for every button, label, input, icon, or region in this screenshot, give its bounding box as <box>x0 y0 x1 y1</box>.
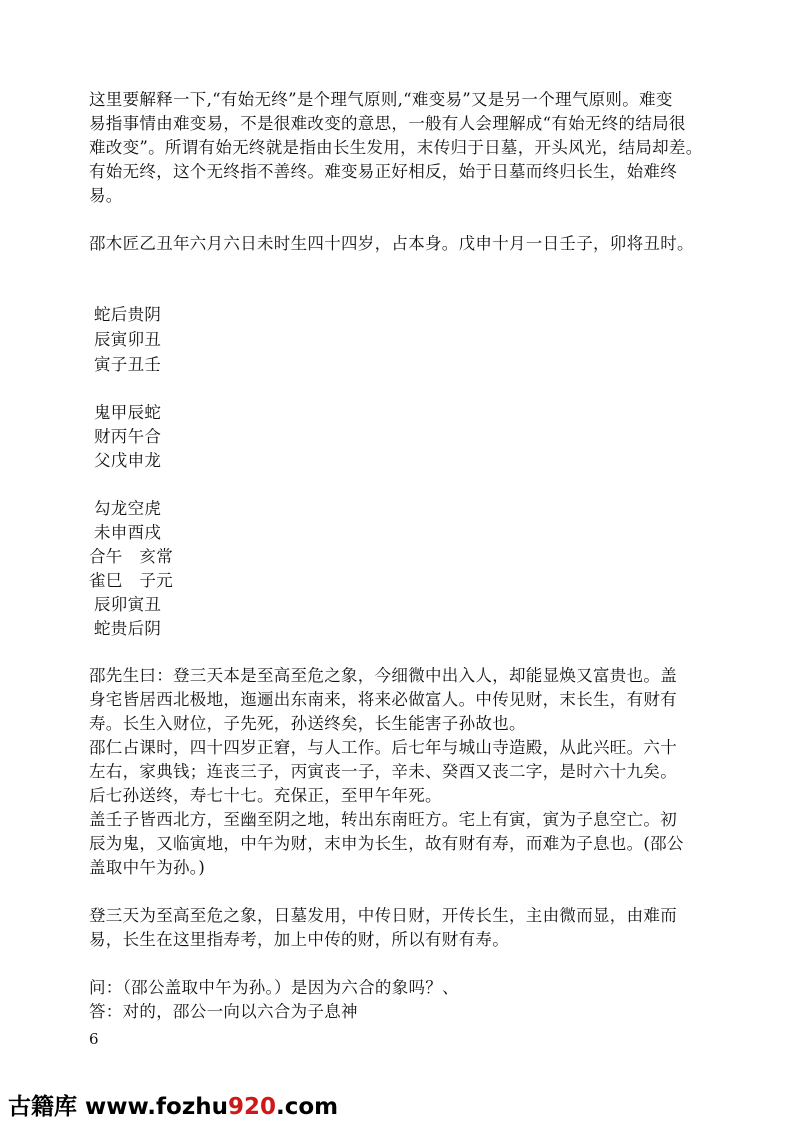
body-line: 后七孙送终，寿七十七。充保正，至甲午年死。 <box>89 786 442 805</box>
chart-line: 雀巳 子元 <box>89 571 173 590</box>
body-line: 易。 <box>89 186 123 205</box>
chart-line: 辰卯寅丑 <box>94 595 162 614</box>
chart-line: 合午 亥常 <box>89 547 173 566</box>
body-line: 邵木匠乙丑年六月六日未时生四十四岁，占本身。戊申十月一日壬子，卯将丑时。 <box>89 234 694 253</box>
site-name: 古籍库 <box>8 1094 77 1120</box>
body-line: 问：（邵公盖取中午为孙。）是因为六合的象吗？、 <box>89 978 459 997</box>
site-watermark <box>8 1088 338 1121</box>
body-line: 寿。长生入财位，子先死，孙送终矣，长生能害子孙故也。 <box>89 714 526 733</box>
url-suffix: .com <box>275 1094 339 1120</box>
body-line: 邵先生曰：登三天本是至高至危之象，今细微中出入人，却能显焕又富贵也。盖 <box>89 666 677 685</box>
body-line: 有始无终，这个无终指不善终。难变易正好相反，始于日墓而终归长生，始难终 <box>89 162 677 181</box>
chart-line: 蛇贵后阴 <box>94 619 162 638</box>
body-line: 答：对的，邵公一向以六合为子息神 <box>89 1002 358 1021</box>
chart-line: 寅子丑壬 <box>94 355 162 374</box>
chart-line: 勾龙空虎 <box>94 499 162 518</box>
body-line: 左右，家典钱；连丧三子，丙寅丧一子，辛未、癸酉又丧二字，是时六十九矣。 <box>89 762 677 781</box>
url-prefix: www.fozhu <box>85 1094 228 1120</box>
body-line: 登三天为至高至危之象，日墓发用，中传日财，开传长生，主由微而显，由难而 <box>89 906 677 925</box>
body-line: 易指事情由难变易，不是很难改变的意思，一般有人会理解成“有始无终的结局很 <box>89 114 686 133</box>
chart-line: 鬼甲辰蛇 <box>94 403 162 422</box>
body-line: 盖壬子皆西北方，至幽至阴之地，转出东南旺方。宅上有寅，寅为子息空亡。初 <box>89 810 677 829</box>
body-line: 盖取中午为孙。) <box>89 858 206 877</box>
chart-line: 未申酉戌 <box>94 523 162 542</box>
body-line: 辰为鬼，又临寅地，中午为财，末申为长生，故有财有寿，而难为子息也。(邵公 <box>89 834 684 853</box>
chart-line: 父戊申龙 <box>94 451 162 470</box>
chart-line: 财丙午合 <box>94 427 162 446</box>
body-line: 这里要解释一下,“有始无终”是个理气原则,“难变易”又是另一个理气原则。难变 <box>89 90 673 109</box>
page-number: 6 <box>89 1030 99 1048</box>
body-line: 易，长生在这里指寿考，加上中传的财，所以有财有寿。 <box>89 930 509 949</box>
url-number: 920 <box>227 1094 276 1120</box>
chart-line: 辰寅卯丑 <box>94 330 162 349</box>
chart-line: 蛇后贵阴 <box>94 305 162 324</box>
body-line: 难改变”。所谓有始无终就是指由长生发用，末传归于日墓，开头风光，结局却差。 <box>89 138 703 157</box>
body-line: 身宅皆居西北极地，迤逦出东南来，将来必做富人。中传见财，末长生，有财有 <box>89 690 677 709</box>
site-url[interactable] <box>85 1094 338 1120</box>
body-line: 邵仁占课时，四十四岁正窘，与人工作。后七年与城山寺造殿，从此兴旺。六十 <box>89 738 677 757</box>
